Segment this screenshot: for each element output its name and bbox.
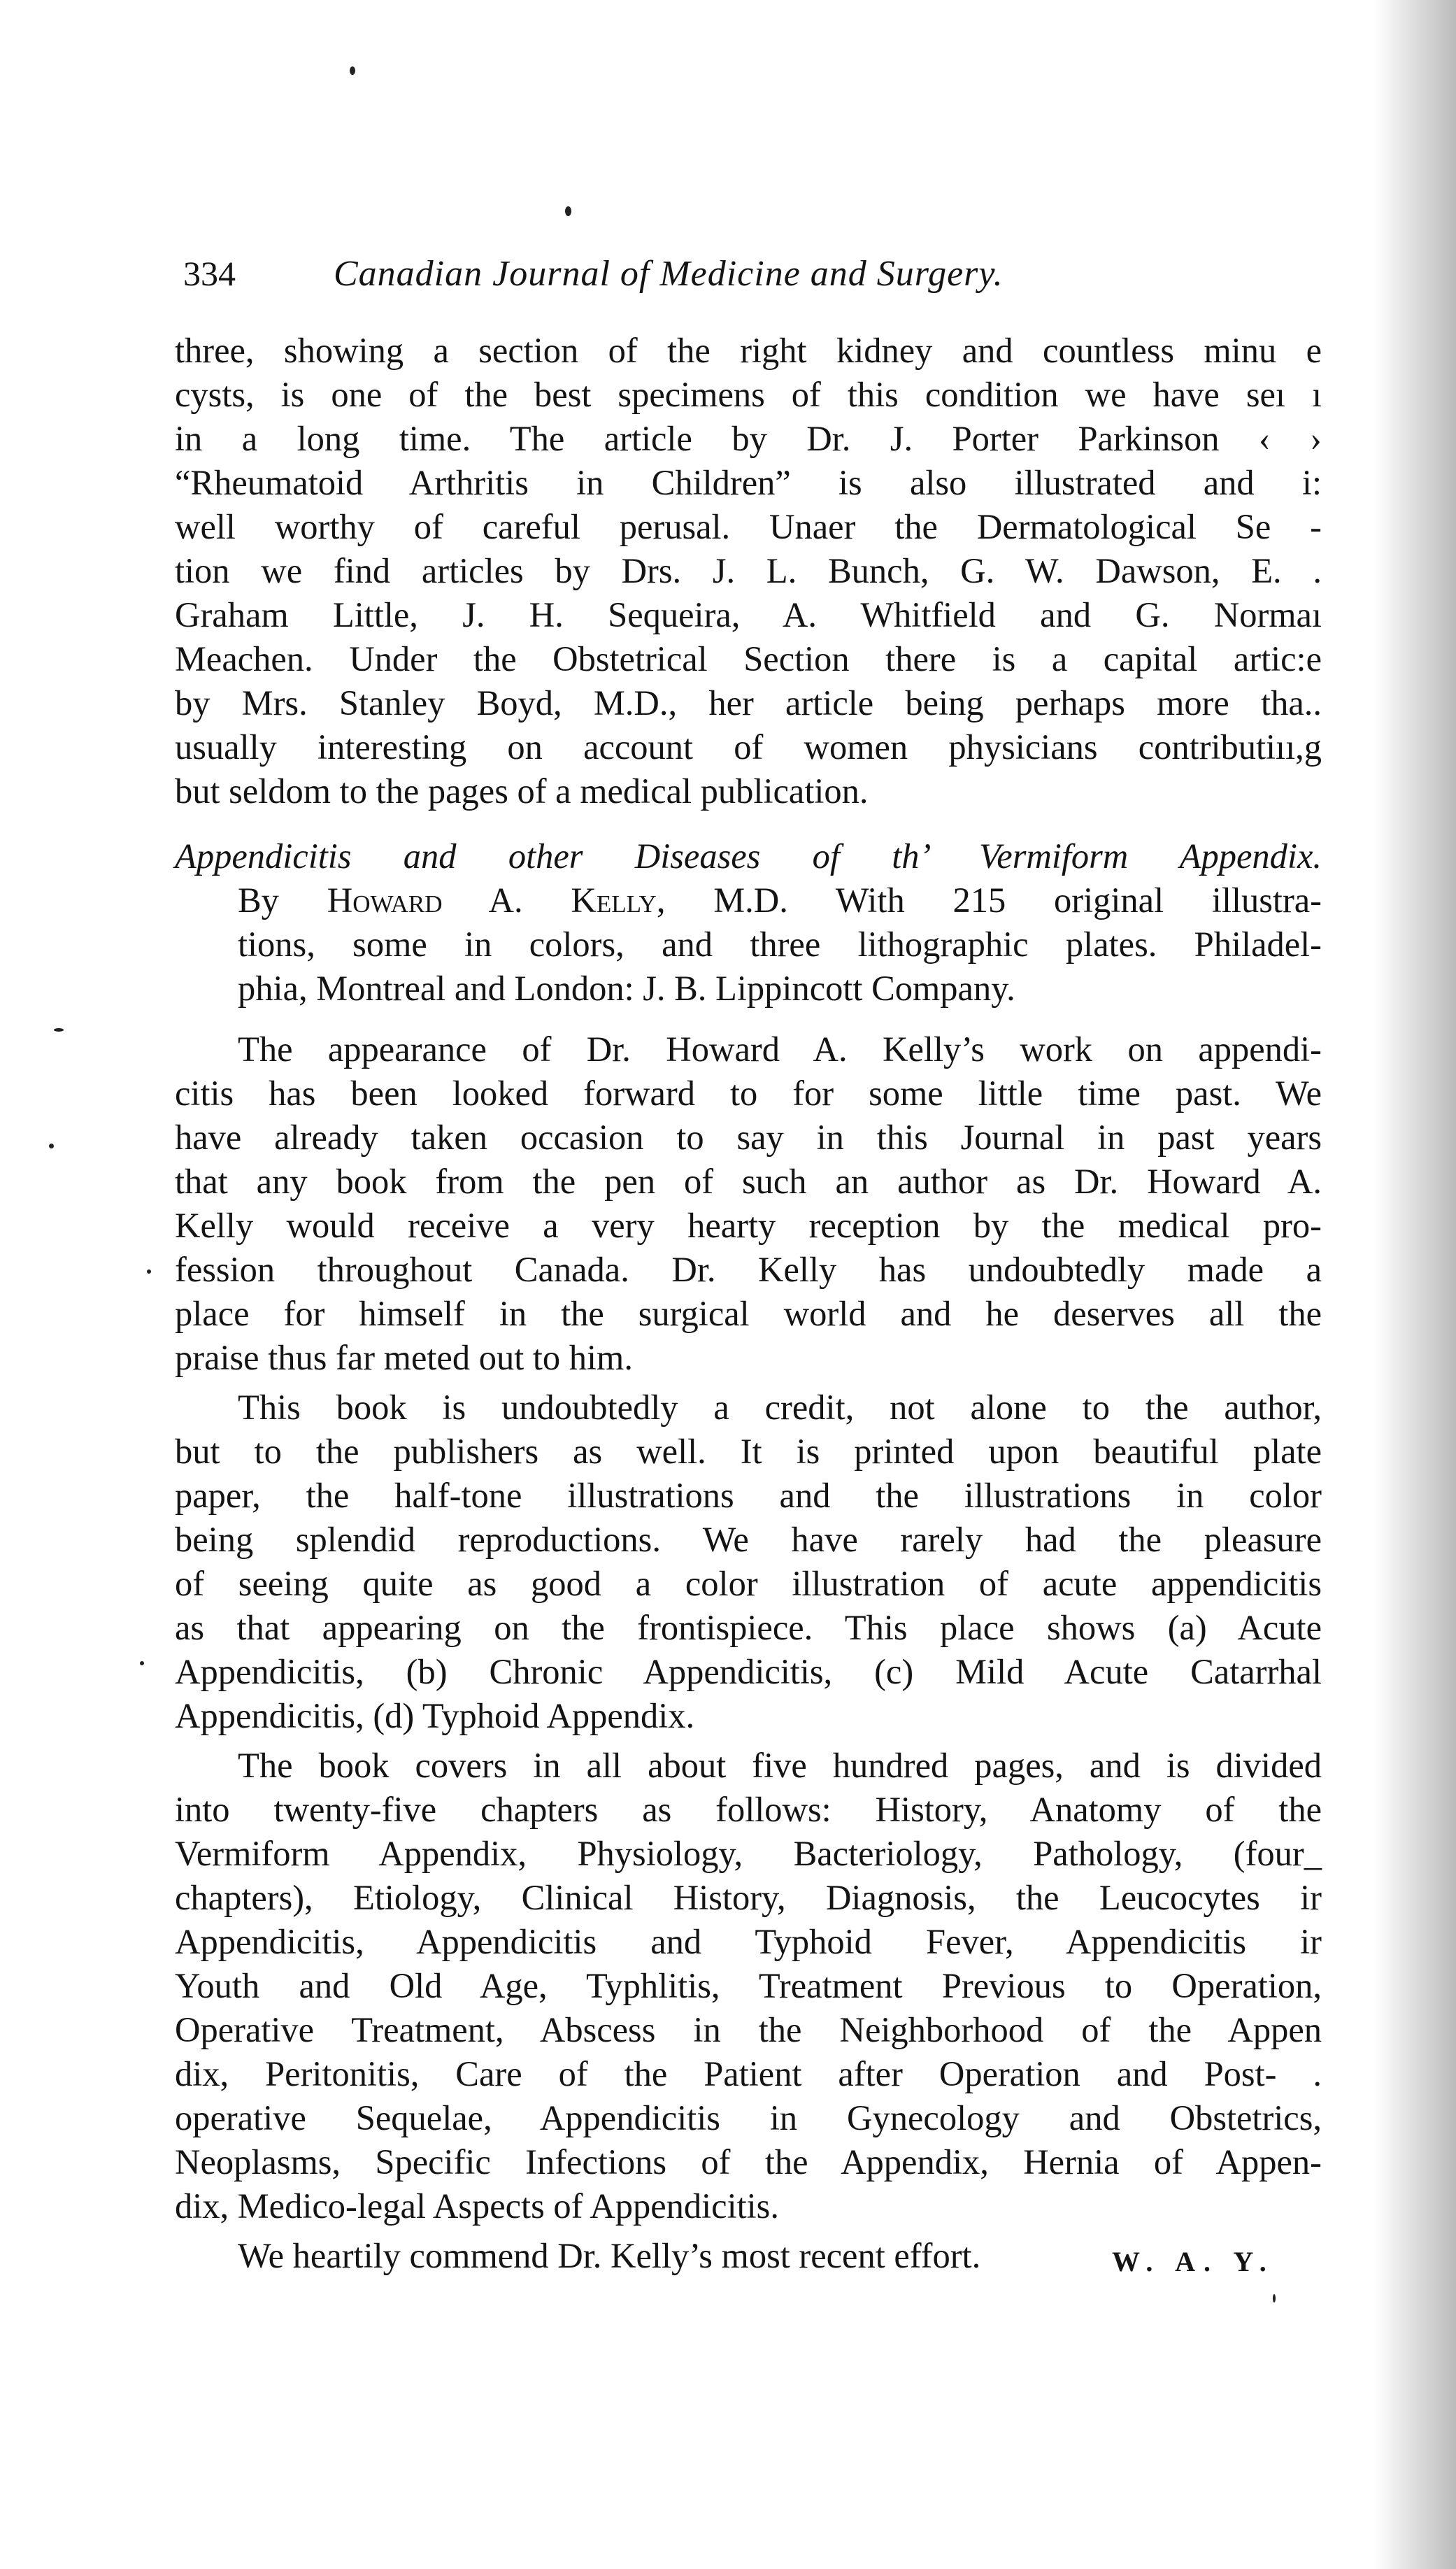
page-header	[183, 253, 1190, 302]
page-edge-shadow	[1365, 0, 1456, 2569]
text-line: by Mrs. Stanley Boyd, M.D., her article being perhaps more tha..	[175, 683, 1322, 723]
text-line: fession throughout Canada. Dr. Kelly has undoubtedly made a	[175, 1250, 1322, 1289]
scan-speck	[54, 1028, 64, 1032]
reviewer-signature: W. A. Y.	[1112, 2246, 1275, 2277]
paragraph-1	[175, 329, 1322, 813]
text-line: but to the publishers as well. It is printed upon beautiful plate	[175, 1432, 1322, 1471]
text-line: have already taken occasion to say in this Journal in past years	[175, 1118, 1322, 1157]
text-line: into twenty-five chapters as follows: History, Anatomy of the	[175, 1790, 1322, 1829]
text-line: three, showing a section of the right kidney and countless minu e	[175, 331, 1322, 370]
article-body	[175, 329, 1322, 2278]
text-line: Neoplasms, Specific Infections of the Appendix, Hernia of Appen-	[175, 2142, 1322, 2182]
paragraph-4	[175, 1744, 1322, 2228]
byline-prefix: By	[238, 881, 327, 920]
text-line: “Rheumatoid Arthritis in Children” is also illustrated and i:	[175, 463, 1322, 502]
scan-speck	[140, 1661, 144, 1665]
text-line: The book covers in all about five hundred pages, and is divided	[238, 1746, 1322, 1785]
scan-speck	[147, 1269, 151, 1274]
text-line: Appendicitis, (d) Typhoid Appendix.	[175, 1696, 695, 1735]
text-line: Meachen. Under the Obstetrical Section there is a capital artic:e	[175, 639, 1322, 678]
book-details: tions, some in colors, and three lithographic plates. Philadel-	[238, 925, 1322, 964]
scan-speck	[350, 66, 355, 75]
book-details: phia, Montreal and London: J. B. Lippincott Company.	[238, 969, 1015, 1008]
page-number: 334	[183, 254, 236, 293]
scan-speck	[49, 1144, 54, 1148]
text-line: tion we find articles by Drs. J. L. Bunch, G. W. Dawson, E. .	[175, 551, 1322, 590]
paragraph-2	[175, 1027, 1322, 1380]
paragraph-3	[175, 1386, 1322, 1738]
running-title: Canadian Journal of Medicine and Surgery.	[334, 254, 1004, 294]
text-line: Operative Treatment, Abscess in the Neighborhood of the Appen	[175, 2010, 1322, 2049]
text-line: Vermiform Appendix, Physiology, Bacteriology, Pathology, (four_	[175, 1834, 1322, 1873]
text-line: Kelly would receive a very hearty reception by the medical pro-	[175, 1206, 1322, 1245]
scan-speck	[565, 206, 571, 216]
text-line: dix, Peritonitis, Care of the Patient after Operation and Post- .	[175, 2054, 1322, 2093]
text-line: The appearance of Dr. Howard A. Kelly’s work on appendi-	[238, 1030, 1322, 1069]
text-line: in a long time. The article by Dr. J. Porter Parkinson ‹ ›	[175, 419, 1322, 458]
byline-suffix: , M.D. With 215 original illustra-	[656, 881, 1322, 920]
text-line: usually interesting on account of women physicians contributiıı,g	[175, 727, 1322, 767]
text-line: of seeing quite as good a color illustration of acute appendicitis	[175, 1564, 1322, 1603]
text-line: This book is undoubtedly a credit, not alone to the author,	[238, 1388, 1322, 1427]
scan-speck	[1273, 2294, 1276, 2303]
text-line: chapters), Etiology, Clinical History, Diagnosis, the Leucocytes ir	[175, 1878, 1322, 1917]
text-line: operative Sequelae, Appendicitis in Gynecology and Obstetrics,	[175, 2098, 1322, 2137]
review-heading	[175, 834, 1322, 1011]
text-line: well worthy of careful perusal. Unaer the Dermatological Se -	[175, 507, 1322, 546]
book-author: Howard A. Kelly	[327, 881, 657, 920]
text-line: dix, Medico-legal Aspects of Appendicitis.	[175, 2186, 779, 2226]
text-line: but seldom to the pages of a medical publication.	[175, 771, 869, 811]
text-line: being splendid reproductions. We have rarely had the pleasure	[175, 1520, 1322, 1559]
text-line: praise thus far meted out to him.	[175, 1338, 633, 1377]
text-line: We heartily commend Dr. Kelly’s most recent effort.	[238, 2236, 981, 2275]
text-line: paper, the half-tone illustrations and the illustrations in color	[175, 1476, 1322, 1515]
text-line: cysts, is one of the best specimens of this condition we have seı ı	[175, 375, 1322, 414]
text-line: citis has been looked forward to for some little time past. We	[175, 1074, 1322, 1113]
book-byline	[175, 878, 1322, 923]
text-line: place for himself in the surgical world and he deserves all the	[175, 1294, 1322, 1333]
text-line: Youth and Old Age, Typhlitis, Treatment Previous to Operation,	[175, 1966, 1322, 2005]
book-title: Appendicitis and other Diseases of th’ Vermiform Appendix.	[175, 837, 1322, 876]
text-line: as that appearing on the frontispiece. This place shows (a) Acute	[175, 1608, 1322, 1647]
text-line: Appendicitis, (b) Chronic Appendicitis, (c) Mild Acute Catarrhal	[175, 1652, 1322, 1691]
text-line: Graham Little, J. H. Sequeira, A. Whitfield and G. Normaı	[175, 595, 1322, 634]
text-line: that any book from the pen of such an author as Dr. Howard A.	[175, 1162, 1322, 1201]
text-line: Appendicitis, Appendicitis and Typhoid Fever, Appendicitis ir	[175, 1922, 1322, 1961]
